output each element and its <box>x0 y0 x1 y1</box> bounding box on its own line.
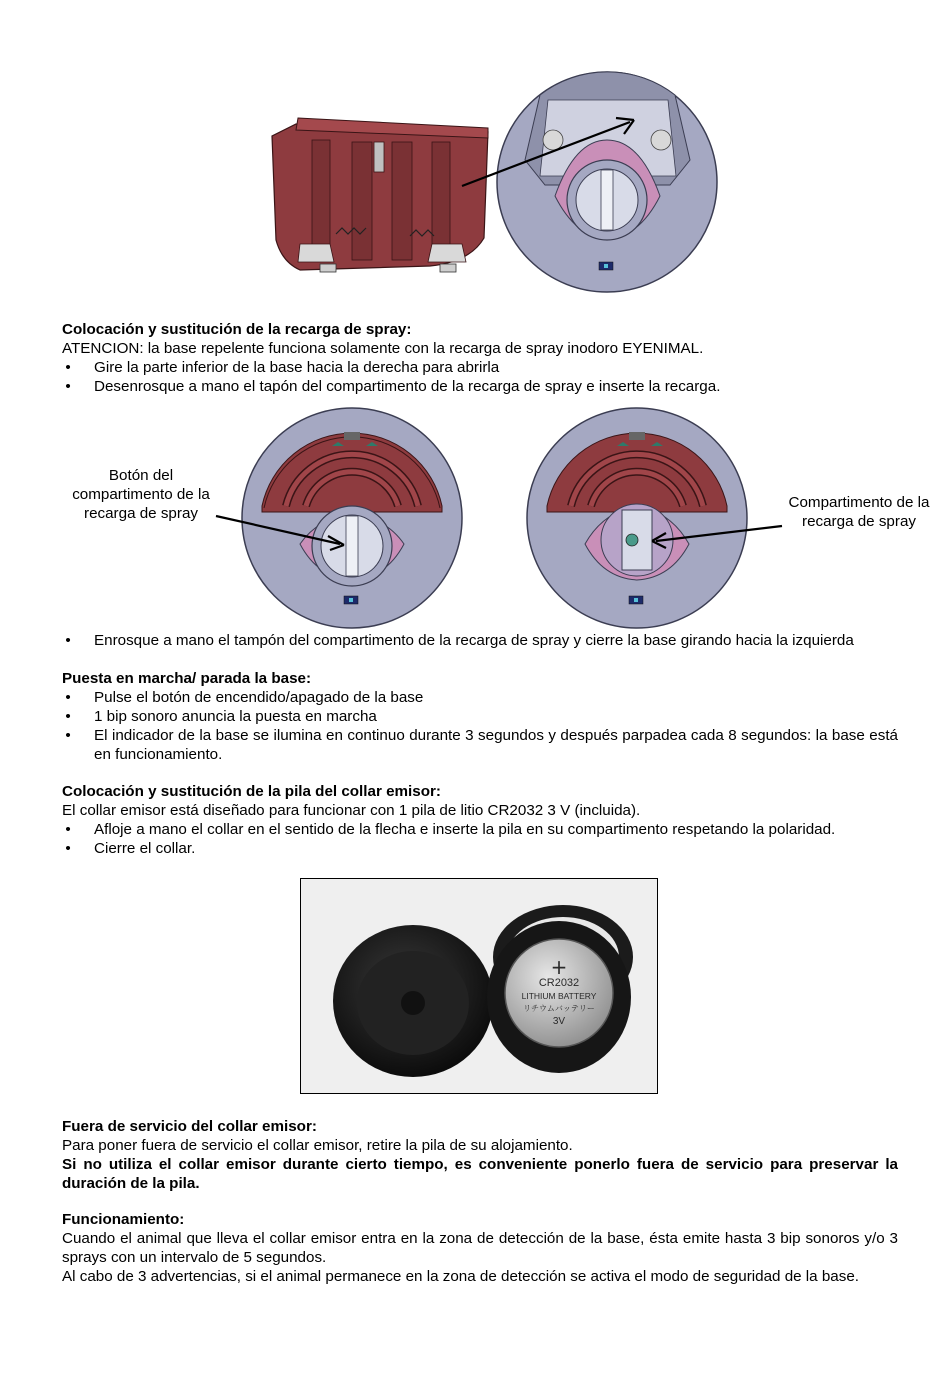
section-power <box>62 669 898 764</box>
battery-holder-illustration <box>272 118 488 272</box>
collar-battery-photo <box>300 878 658 1094</box>
bullet-icon: • <box>65 378 71 395</box>
section-heading: Puesta en marcha/ parada la base: <box>62 670 312 687</box>
list-item: • 1 bip sonoro anuncia la puesta en marcha <box>62 707 898 726</box>
list-item: • Cierre el collar. <box>62 839 898 858</box>
bullet-icon: • <box>65 708 71 725</box>
section-heading: Funcionamiento: <box>62 1211 185 1228</box>
bullet-icon: • <box>65 727 71 744</box>
section-intro: ATENCION: la base repelente funciona solamente con la recarga de spray inodoro EYENIMAL. <box>62 340 704 357</box>
open-base-illustration <box>497 72 717 292</box>
section-heading: Fuera de servicio del collar emisor: <box>62 1118 317 1135</box>
list-item: • Desenrosque a mano el tapón del compartimento de la recarga de spray e inserte la recarga. <box>62 377 898 396</box>
bullet-icon: • <box>65 840 71 857</box>
section-spray-refill <box>62 320 898 396</box>
section-operation <box>62 1210 898 1286</box>
bullet-icon: • <box>65 821 71 838</box>
battery-type-label: LITHIUM BATTERY <box>521 991 597 1001</box>
label-spray-compartment: Compartimento de la recarga de spray <box>788 494 930 530</box>
base-open-compartment-illustration <box>527 408 747 628</box>
bullet-list <box>62 358 898 396</box>
section-intro: El collar emisor está diseñado para funcionar con 1 pila de litio CR2032 3 V (incluida). <box>62 802 641 819</box>
section-warning: Si no utiliza el collar emisor durante cierto tiempo, es conveniente ponerlo fuera de servicio para preservar la duración de la pila. <box>62 1156 898 1192</box>
battery-plus-sign: + <box>550 955 568 979</box>
section-out-of-service <box>62 1117 898 1193</box>
list-item: • Enrosque a mano el tampón del compartimento de la recarga de spray y cierre la base girando hacia la izquierda <box>62 631 898 650</box>
label-cap-button: Botón del compartimento de la recarga de spray <box>72 467 210 522</box>
section-battery <box>62 782 898 858</box>
figure-battery-holder-and-base <box>0 0 950 310</box>
list-item: • Gire la parte inferior de la base hacia la derecha para abrirla <box>62 358 898 377</box>
base-with-cap-illustration <box>242 408 462 628</box>
section-paragraph-1: Cuando el animal que lleva el collar emisor entra en la zona de detección de la base, ésta emite hasta 3 bip sonoros y/o 3 sprays con un intervalo de 5 segundos. <box>62 1230 898 1266</box>
list-item: • El indicador de la base se ilumina en continuo durante 3 segundos y después parpadea cada 8 segundos: la base está en funcionamiento. <box>62 726 898 764</box>
battery-voltage-label: 3V <box>552 1016 566 1027</box>
bullet-list <box>62 688 898 764</box>
bullet-icon: • <box>65 359 71 376</box>
list-item: • Pulse el botón de encendido/apagado de la base <box>62 688 898 707</box>
list-item: • Afloje a mano el collar en el sentido de la flecha e inserte la pila en su compartimento respetando la polaridad. <box>62 820 898 839</box>
bullet-icon: • <box>65 632 71 649</box>
battery-japanese-label: リチウムバッテリー <box>523 1004 595 1013</box>
bullet-list <box>62 820 898 858</box>
battery-model-label: CR2032 <box>538 977 580 989</box>
bullet-close-base <box>62 631 898 650</box>
section-heading: Colocación y sustitución de la recarga de spray: <box>62 321 412 338</box>
section-paragraph-2: Al cabo de 3 advertencias, si el animal permanece en la zona de detección se activa el modo de seguridad de la base. <box>62 1268 859 1285</box>
bullet-icon: • <box>65 689 71 706</box>
collar-photo-drawing <box>301 879 658 1094</box>
section-text: Para poner fuera de servicio el collar emisor, retire la pila de su alojamiento. <box>62 1137 573 1154</box>
section-heading: Colocación y sustitución de la pila del collar emisor: <box>62 783 441 800</box>
